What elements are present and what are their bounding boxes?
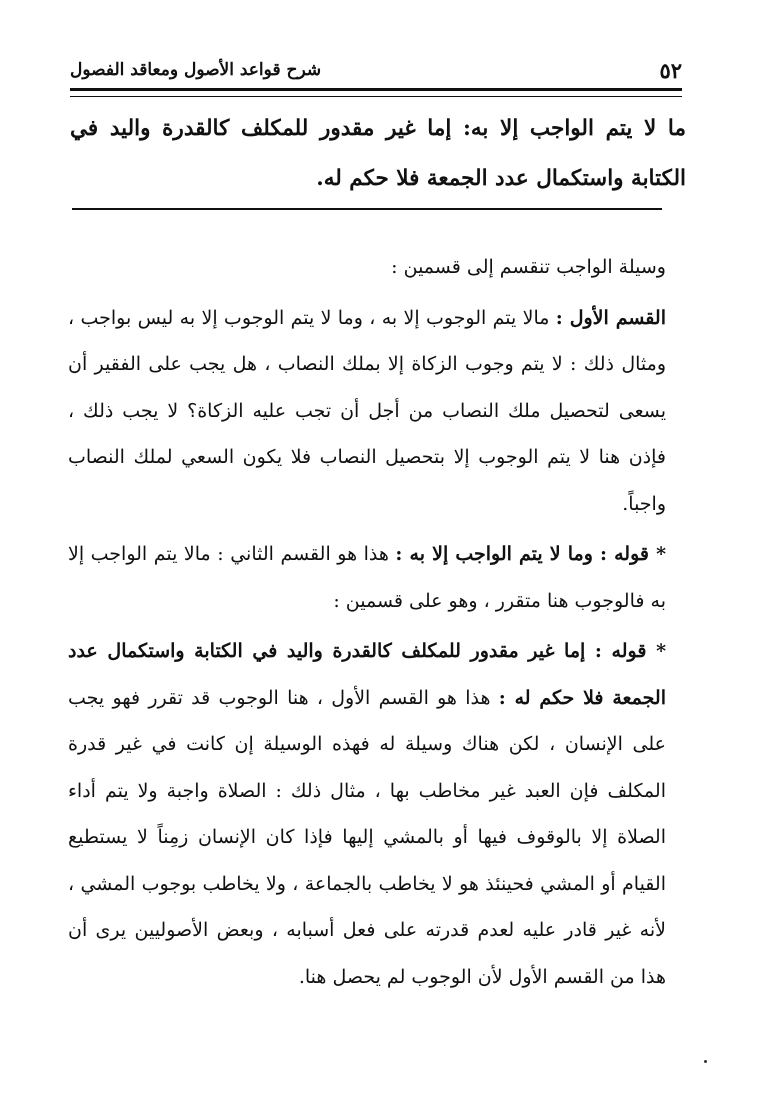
- matn-text: ما لا يتم الواجب إلا به: إما غير مقدور للمكلف كالقدرة واليد في الكتابة واستكمال عدد الجمعة فلا حكم له.: [70, 116, 686, 191]
- matn-separator: [72, 208, 662, 210]
- paragraph-body: هذا هو القسم الأول ، هنا الوجوب قد تقرر فهو يجب على الإنسان ، لكن هناك وسيلة له فهذه الوسيلة إن كانت في غير قدرة المكلف فإن العبد غير مخاطب بها ، مثال ذلك : الصلاة واجبة ولا يتم أداء الصلاة إلا بالوقوف فيها أو بالمشي إليها فإذا كان الإنسان زمِناً لا يستطيع القيام أو المشي فحينئذ هو لا يخاطب بالجماعة ، ولا يخاطب بوجوب المشي ، لأنه غير قادر عليه لعدم قدرته على فعل أسبابه ، وبعض الأصوليين يرى أن هذا من القسم الأول لأن الوجوب لم يحصل هنا.: [68, 686, 666, 988]
- commentary-paragraph-2: [68, 531, 686, 624]
- page-number: ٥٢: [659, 58, 682, 83]
- header-rule-thick: [70, 88, 682, 91]
- running-header: [70, 58, 682, 90]
- commentary: [68, 244, 686, 1004]
- commentary-intro: وسيلة الواجب تنقسم إلى قسمين :: [391, 256, 666, 278]
- book-title: شرح قواعد الأصول ومعاقد الفصول: [70, 60, 322, 80]
- stray-mark: [704, 1060, 707, 1063]
- paragraph-lead: القسم الأول :: [555, 306, 666, 329]
- commentary-paragraph-1: [68, 295, 686, 528]
- header-rule-thin: [70, 96, 682, 97]
- star-marker: *: [656, 543, 667, 565]
- commentary-paragraph-3: [68, 628, 686, 1000]
- paragraph-lead: قوله : وما لا يتم الواجب إلا به :: [395, 543, 657, 565]
- paragraph-lead: قوله : إما غير مقدور للمكلف كالقدرة واليد في الكتابة واستكمال عدد الجمعة فلا حكم له :: [68, 640, 667, 709]
- paragraph-body: هذا هو القسم الثاني : مالا يتم الواجب إلا به فالوجوب هنا متقرر ، وهو على قسمين :: [68, 543, 666, 612]
- star-marker: *: [656, 640, 666, 662]
- paragraph-body: مالا يتم الوجوب إلا به ، وما لا يتم الوجوب إلا به ليس بواجب ، ومثال ذلك : لا يتم وجوب الزكاة إلا بملك النصاب ، هل يجب على الفقير أن يسعى لتحصيل ملك النصاب من أجل أن تجب عليه الزكاة؟ لا يجب ذلك ، فإذن هنا لا يتم الوجوب إلا بتحصيل النصاب فلا يكون السعي لملك النصاب واجباً.: [68, 306, 666, 515]
